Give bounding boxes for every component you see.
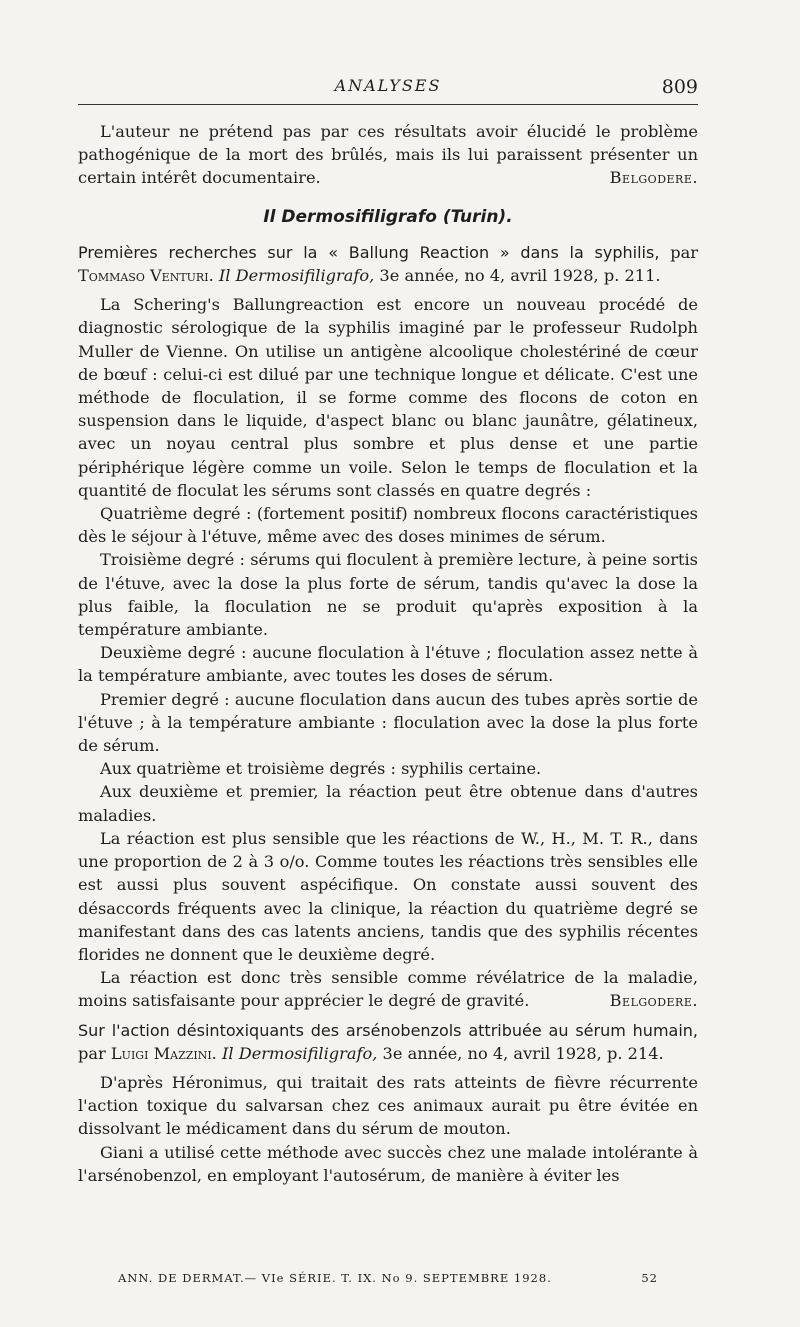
article2-by: par <box>78 1043 106 1063</box>
article2-paragraph: D'après Héronimus, qui traitait des rats atteints de fièvre récurrente l'action toxique du salvarsan chez ces animaux aurait pu être évitée en dissolvant le médicament dans du sérum de mouton. <box>78 1072 698 1139</box>
article1-paragraph: La Schering's Ballungreaction est encore un nouveau procédé de diagnostic sérologique de la syphilis imaginé par le professeur Rudolph Muller de Vienne. On utilise un antigène alcoolique cholestériné de cœur de bœuf : celui-ci est dilué par une technique longue et délicate. C'est une méthode de floculation, il se forme comme des flocons de coton en suspension dans le liquide, d'aspect blanc ou blanc jaunâtre, gélatineux, avec un noyau central plus sombre et plus dense et une partie périphérique légère comme un voile. Selon le temps de floculation et la quantité de floculat les sérums sont classés en quatre degrés : <box>78 295 698 500</box>
article1-paragraph: Quatrième degré : (fortement positif) nombreux flocons caractéristiques dès le séjour à l'étuve, même avec des doses minimes de sérum. <box>78 504 698 547</box>
article1-author: Tommaso Venturi. <box>78 266 214 286</box>
article1-citation: 3e année, no 4, avril 1928, p. 211. <box>379 266 661 286</box>
intro-paragraph <box>78 120 698 190</box>
running-title: ANALYSES <box>334 76 442 95</box>
article2-paragraph: Giani a utilisé cette méthode avec succès chez une malade intolérante à l'arsénobenzol, en employant l'autosérum, de manière à éviter les <box>78 1142 698 1185</box>
article1-signature: Belgodere. <box>609 991 698 1011</box>
article1-paragraph: Premier degré : aucune floculation dans aucun des tubes après sortie de l'étuve ; à la température ambiante : floculation avec la dose la plus forte de sérum. <box>78 689 698 756</box>
article2-heading <box>78 1019 698 1065</box>
footer-citation: ANN. DE DERMAT.— VIe SÉRIE. T. IX. No 9. SEPTEMBRE 1928. <box>118 1271 552 1285</box>
section-heading: Il Dermosifiligrafo (Turin). <box>263 206 513 227</box>
intro-signature: Belgodere. <box>609 168 698 188</box>
article2-citation: 3e année, no 4, avril 1928, p. 214. <box>382 1043 664 1063</box>
article1-journal: Il Dermosifiligrafo, <box>218 266 375 286</box>
article2-journal: Il Dermosifiligrafo, <box>222 1043 378 1063</box>
running-head <box>78 70 698 100</box>
article1-last-paragraph <box>78 966 698 1012</box>
article1-paragraph: Deuxième degré : aucune floculation à l'étuve ; floculation assez nette à la température ambiante, avec toutes les doses de sérum. <box>78 643 698 686</box>
header-rule <box>78 104 698 105</box>
article2-title: Sur l'action désintoxiquants des arsénobenzols attribuée au sérum humain, <box>78 1020 698 1040</box>
article1-paragraph: Aux deuxième et premier, la réaction peut être obtenue dans d'autres maladies. <box>78 782 698 825</box>
article1-paragraph: La réaction est plus sensible que les réactions de W., H., M. T. R., dans une proportion de 2 à 3 o/o. Comme toutes les réactions très sensibles elle est aussi plus souvent aspécifique. On constate aussi souvent des désaccords fréquents avec la clinique, la réaction du quatrième degré se manifestant dans des cas latents anciens, tandis que des syphilis récentes florides ne donnent que le deuxième degré. <box>78 828 698 964</box>
intro-text: L'auteur ne prétend pas par ces résultats avoir élucidé le problème pathogénique de la mort des brûlés, mais ils lui paraissent présenter un certain intérêt documentaire. <box>78 122 698 188</box>
article1-paragraph-text: La réaction est donc très sensible comme révélatrice de la maladie, moins satisfaisante pour apprécier le degré de gravité. <box>78 968 698 1011</box>
article1-title: Premières recherches sur la « Ballung Reaction » dans la syphilis, <box>78 242 660 262</box>
page-body <box>78 120 698 1187</box>
article1-heading <box>78 241 698 287</box>
article1-paragraph: Troisième degré : sérums qui floculent à première lecture, à peine sortis de l'étuve, avec la dose la plus forte de sérum, tandis qu'avec la dose la plus faible, la floculation ne se produit qu'après exposition à la température ambiante. <box>78 550 698 640</box>
sheet-number: 52 <box>641 1271 658 1285</box>
article1-by: par <box>670 242 698 262</box>
page-number: 809 <box>661 76 698 98</box>
article1-paragraph: Aux quatrième et troisième degrés : syphilis certaine. <box>100 759 542 779</box>
article2-author: Luigi Mazzini. <box>110 1043 217 1063</box>
